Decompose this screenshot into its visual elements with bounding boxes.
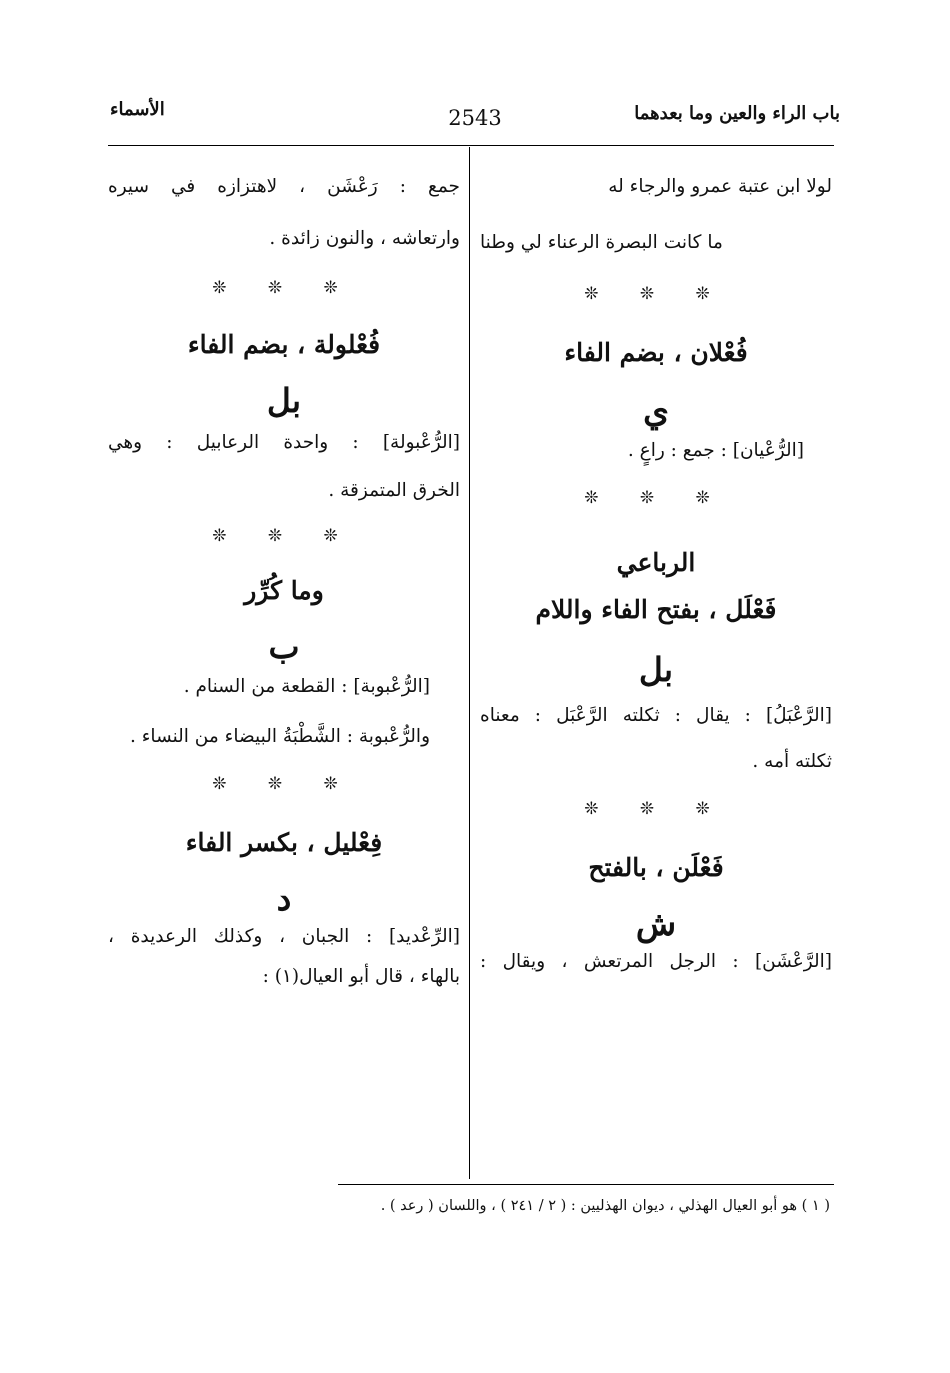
footnote-rule — [338, 1184, 834, 1185]
root-heading: بل — [638, 650, 674, 689]
section-heading: فُعْلولة ، بضم الفاء — [187, 330, 381, 359]
section-heading: فِعْليل ، بكسر الفاء — [185, 828, 383, 857]
dictionary-entry: جمع : رَعْشَن ، لاهتزازه في سيره — [108, 176, 460, 197]
left-column — [108, 170, 460, 994]
root-heading: ي — [643, 391, 669, 430]
section-heading: فَعْلَل ، بفتح الفاء واللام — [535, 595, 777, 624]
dictionary-entry: والرُّعْبوبة : الشَّطْبَةُ البيضاء من النساء . — [129, 726, 430, 747]
section-separator: ❊ ❊ ❊ — [212, 774, 356, 794]
header-rule — [108, 145, 834, 146]
section-separator: ❊ ❊ ❊ — [212, 526, 356, 546]
section-heading: فَعْلَن ، بالفتح — [588, 853, 724, 882]
section-separator: ❊ ❊ ❊ — [584, 799, 728, 819]
dictionary-entry: [الرِّعْديد] : الجبان ، وكذلك الرعديدة ، — [108, 926, 460, 947]
dictionary-entry: [الرُّعْبولة] : واحدة الرعابيل : وهي — [108, 432, 460, 453]
section-heading: وما كُرِّر — [244, 576, 324, 605]
dictionary-entry: [الرَّعْبَلُ] : يقال : ثكلته الرَّعْبَل : معناه — [480, 705, 832, 726]
right-column — [480, 170, 832, 979]
dictionary-entry: [الرُّعْيان] : جمع : راعٍ . — [627, 440, 804, 461]
section-separator: ❊ ❊ ❊ — [584, 488, 728, 508]
running-header-chapter: باب الراء والعين وما بعدهما — [634, 103, 840, 124]
dictionary-entry: وارتعاشه ، والنون زائدة . — [269, 228, 460, 249]
section-separator: ❊ ❊ ❊ — [584, 284, 728, 304]
dictionary-entry: [الرَّعْشَن] : الرجل المرتعش ، ويقال : — [480, 951, 832, 972]
page-number: 2543 — [448, 106, 502, 130]
root-heading: ش — [635, 904, 677, 943]
footnote: ( ١ ) هو أبو العيال الهذلي ، ديوان الهذليين : ( ٢ / ٢٤١ ) ، واللسان ( رعد ) . — [380, 1198, 830, 1214]
root-heading: د — [276, 879, 292, 918]
verse-line: لولا ابن عتبة عمرو والرجاء له — [608, 176, 832, 197]
root-heading: ب — [268, 627, 300, 666]
section-heading: الرباعي — [616, 548, 696, 577]
dictionary-entry: الخرق المتمزقة . — [328, 480, 460, 501]
dictionary-entry: ثكلته أمه . — [752, 751, 832, 772]
verse-line: ما كانت البصرة الرعناء لي وطنا — [480, 232, 723, 253]
dictionary-entry: [الرُّعْبوبة] : القطعة من السنام . — [183, 676, 430, 697]
section-separator: ❊ ❊ ❊ — [212, 278, 356, 298]
column-divider — [469, 147, 470, 1179]
section-heading: فُعْلان ، بضم الفاء — [564, 338, 748, 367]
dictionary-entry: بالهاء ، قال أبو العيال(١) : — [262, 966, 460, 987]
running-header-section: الأسماء — [110, 99, 165, 120]
root-heading: بل — [266, 381, 302, 420]
